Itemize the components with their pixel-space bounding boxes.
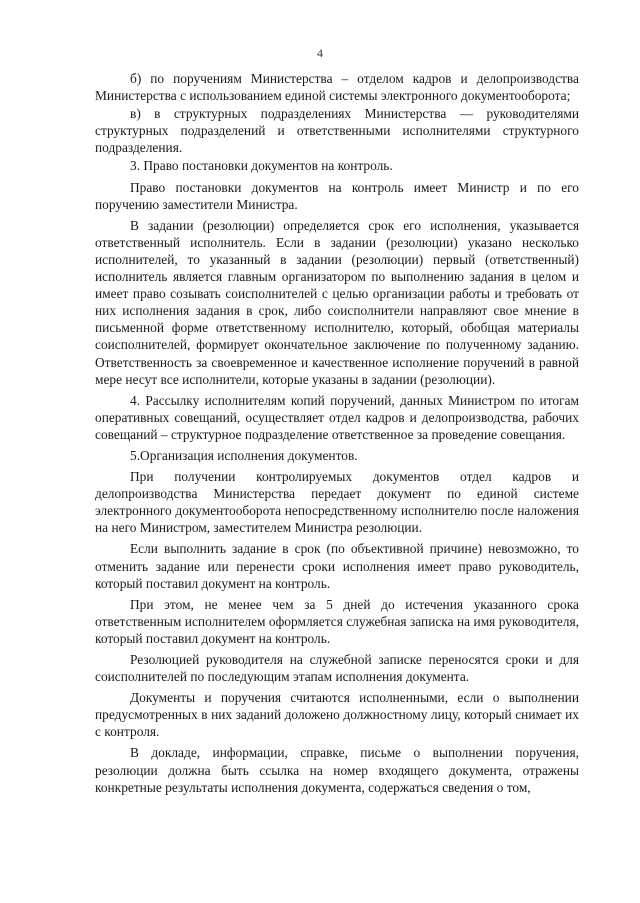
page-number: 4 [317,46,323,60]
paragraph-receiving-documents: При получении контролируемых документов отдел кадров и делопроизводства Министерства передает документ по единой системе электронного документооборота непосредственному исполнителю после наложения на него Министром, заместителем Министра резолюции. [95,469,579,536]
paragraph-v-structural-units: в) в структурных подразделениях Министерства — руководителями структурных подразделений и ответственными исполнителями структурного подразделения. [95,106,579,156]
paragraph-memo-5-days: При этом, не менее чем за 5 дней до истечения указанного срока ответственным исполнителем оформляется служебная записка на имя руководителя, который поставил документ на контроль. [95,596,579,646]
paragraph-control-right: Право постановки документов на контроль имеет Министр и по его поручению заместители Министра. [95,179,579,212]
section-heading-3: 3. Право постановки документов на контроль. [130,158,393,174]
document-body [95,70,579,796]
paragraph-report-contents: В докладе, информации, справке, письме о выполнении поручения, резолюции должна быть ссылка на номер входящего документа, отражены конкретные результаты исполнения документа, содержаться сведения о том, [95,745,579,795]
paragraph-resolution-deadline: В задании (резолюции) определяется срок его исполнения, указывается ответственный исполнитель. Если в задании (резолюции) указано несколько исполнителей, то указанный в задании (резолюции) первый (ответственный) исполнитель является главным организатором по выполнению задания в целом и имеет право созывать соисполнителей с целью организации работы и требовать от них исполнения задания в срок, либо соисполнители направляют свое мнение в письменной форме ответственному исполнителю, который, обобщая материалы соисполнителей, формирует окончательное заключение по полученному заданию. Ответственность за своевременное и качественное исполнение поручений в равной мере несут все исполнители, которые указаны в задании (резолюции). [95,217,579,387]
paragraph-documents-executed: Документы и поручения считаются исполненными, если о выполнении предусмотренных в них заданий доложено должностному лицу, который снимает их с контроля. [95,690,579,740]
paragraph-b-ministry-orders: б) по поручениям Министерства – отделом кадров и делопроизводства Министерства с использованием единой системы электронного документооборота; [95,71,579,104]
section-4-distribution: 4. Рассылку исполнителям копий поручений, данных Министром по итогам оперативных совещаний, осуществляет отдел кадров и делопроизводства, рабочих совещаний – структурное подразделение ответственное за проведение совещания. [95,392,579,442]
paragraph-deadline-change: Если выполнить задание в срок (по объективной причине) невозможно, то отменить задание или перенести сроки исполнения имеет право руководитель, который поставил документ на контроль. [95,541,579,591]
section-heading-5: 5.Организация исполнения документов. [130,447,358,463]
paragraph-coexecutor-deadlines: Резолюцией руководителя на служебной записке переносятся сроки и для соисполнителей по последующим этапам исполнения документа. [95,652,579,685]
